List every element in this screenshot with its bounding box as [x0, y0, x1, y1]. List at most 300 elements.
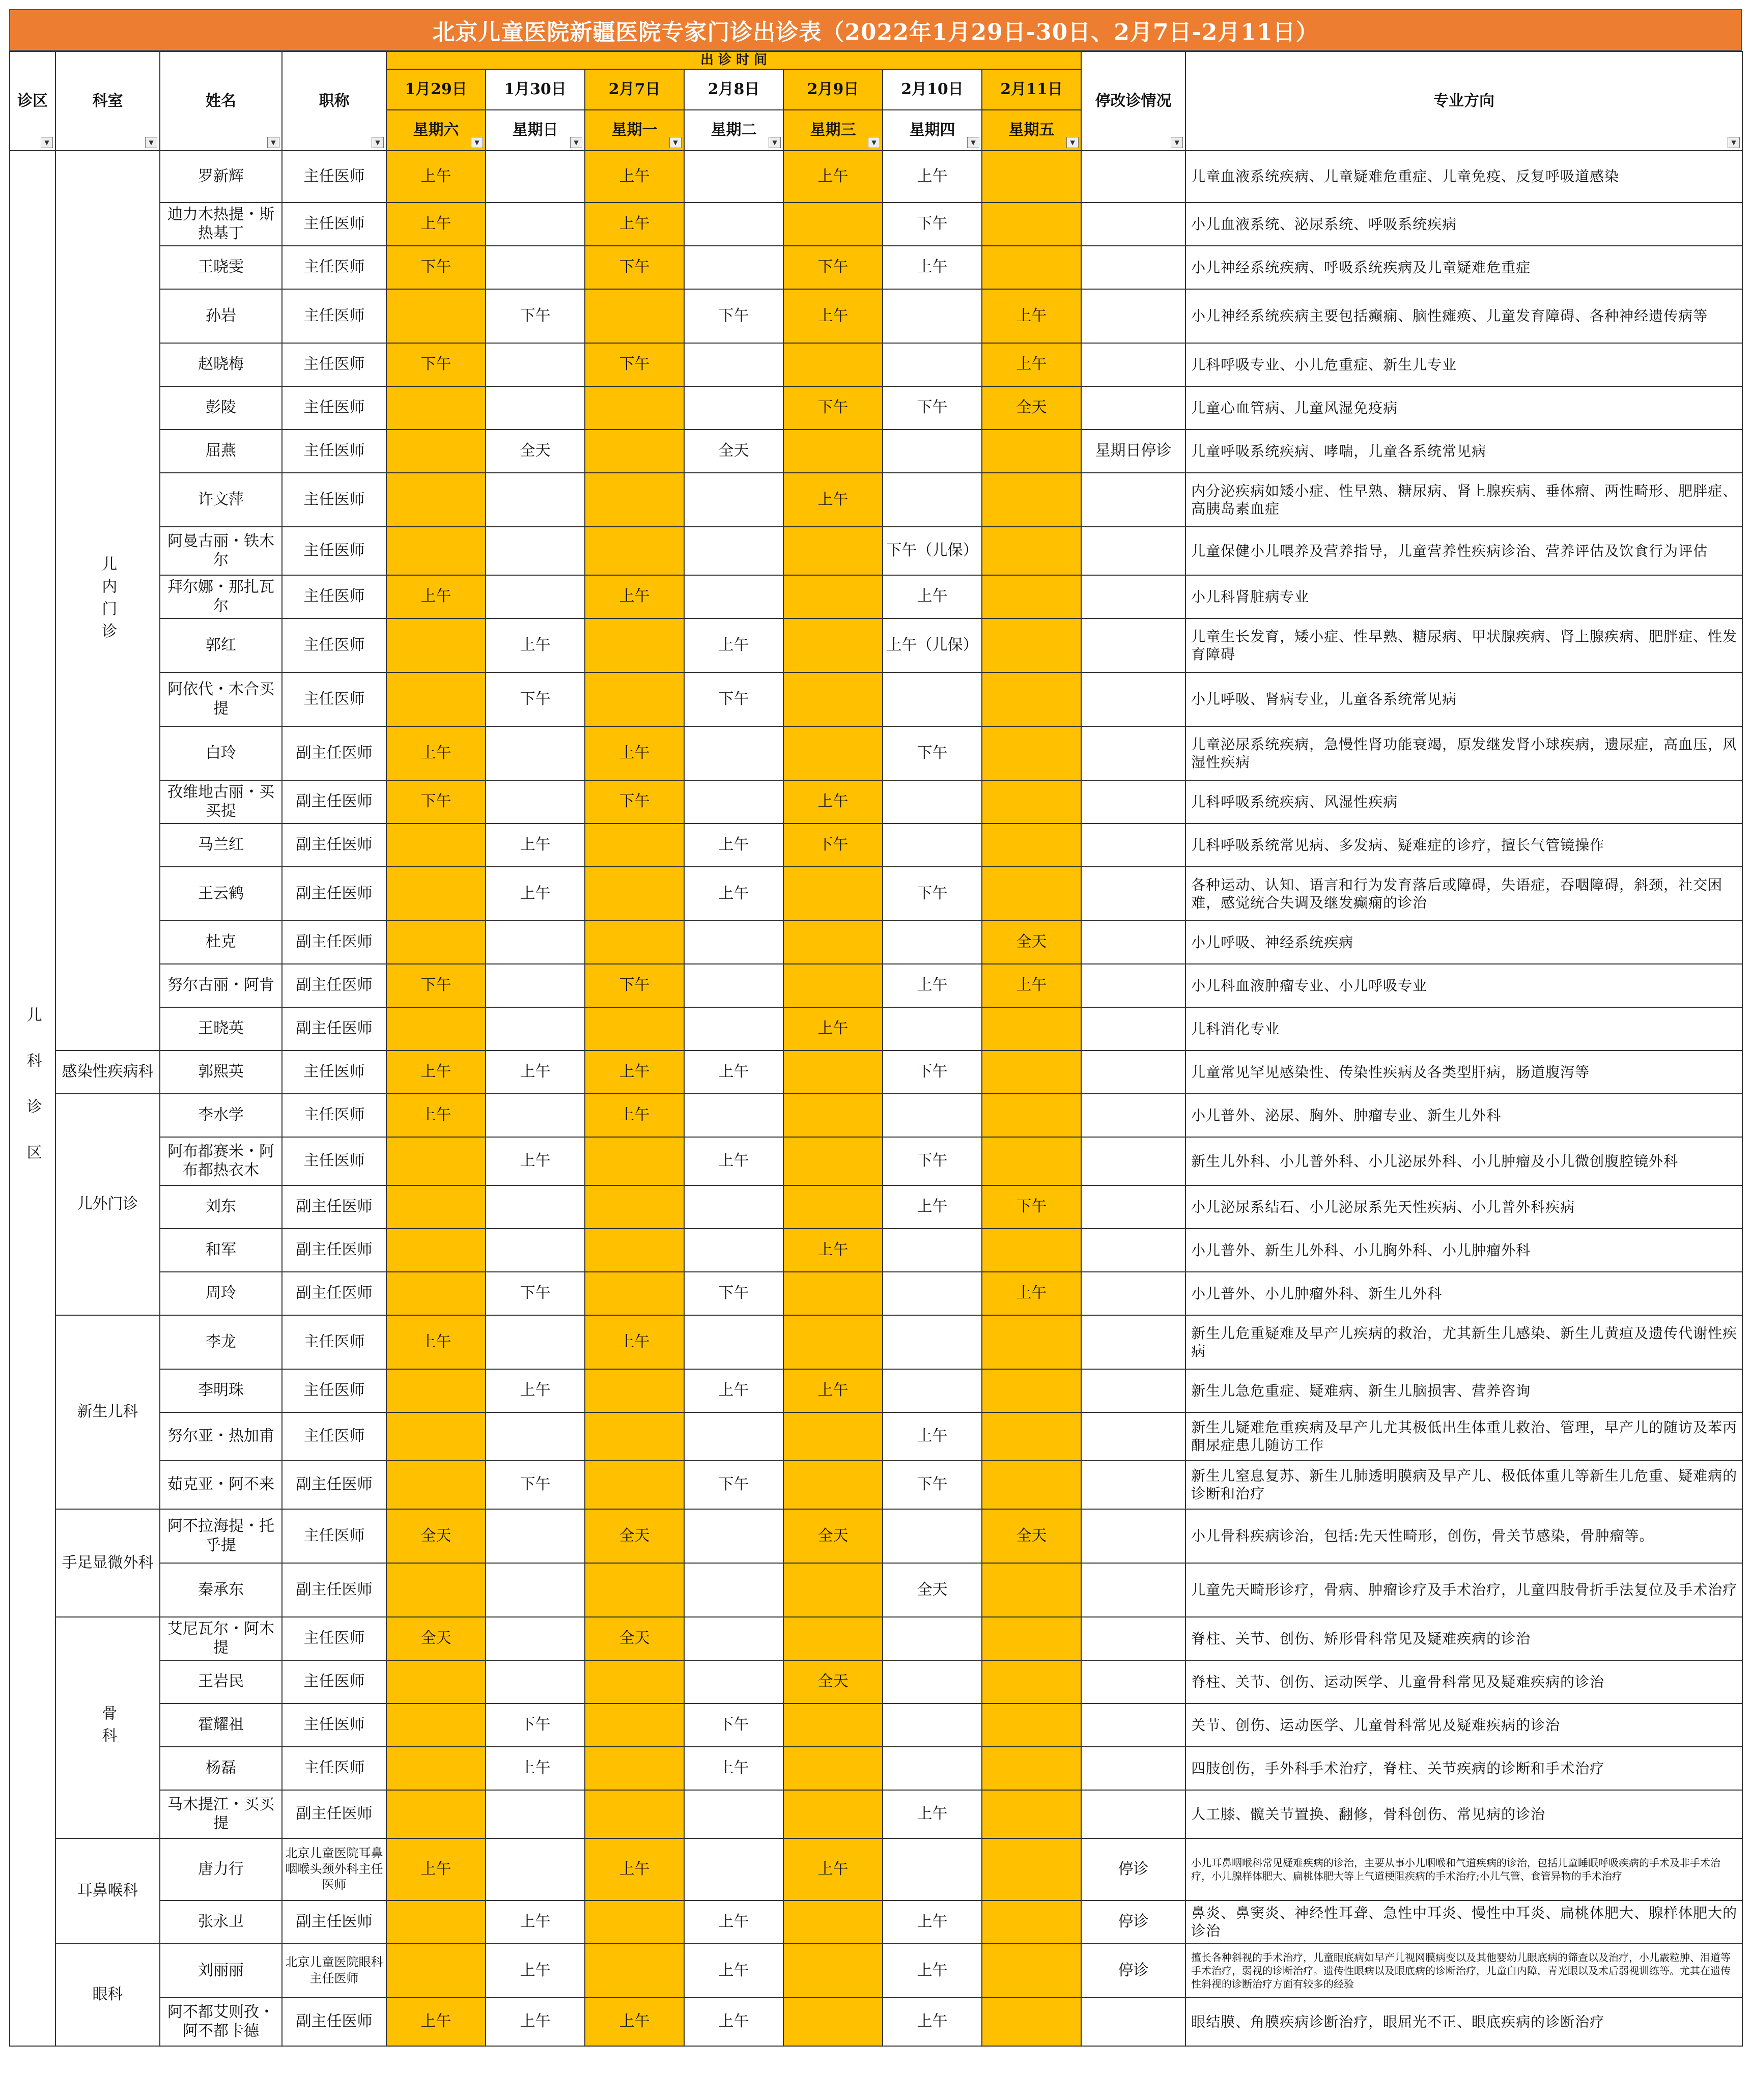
clinic-slot: [585, 867, 684, 921]
clinic-slot: [684, 1660, 783, 1704]
status-cell: [1081, 246, 1185, 289]
status-cell: [1081, 473, 1185, 527]
specialty-cell: 儿童先天畸形诊疗，骨病、肿瘤诊疗及手术治疗，儿童四肢骨折手法复位及手术治疗: [1185, 1563, 1742, 1617]
filter-dropdown-icon[interactable]: ▼: [669, 137, 682, 148]
specialty-cell: 儿科呼吸专业、小儿危重症、新生儿专业: [1185, 343, 1742, 386]
table-row: [10, 1412, 1742, 1461]
specialty-cell: 小儿血液系统、泌尿系统、呼吸系统疾病: [1185, 203, 1742, 246]
clinic-slot: [585, 921, 684, 964]
clinic-slot: 上午: [585, 151, 684, 203]
doctor-name: 艾尼瓦尔・阿木提: [160, 1617, 282, 1660]
clinic-slot: 全天: [386, 1617, 486, 1660]
clinic-slot: [883, 473, 982, 527]
doctor-title: 主任医师: [282, 1704, 386, 1747]
clinic-slot: 上午: [386, 151, 486, 203]
header-date: 2月11日: [982, 69, 1081, 110]
status-cell: [1081, 1315, 1185, 1369]
doctor-title: 主任医师: [282, 1412, 386, 1461]
clinic-slot: [982, 1790, 1081, 1838]
clinic-slot: 上午: [486, 1900, 585, 1944]
clinic-slot: [585, 1900, 684, 1944]
doctor-title: 副主任医师: [282, 1007, 386, 1051]
clinic-slot: [386, 1944, 486, 1998]
status-cell: [1081, 1272, 1185, 1315]
specialty-cell: 儿童泌尿系统疾病，急慢性肾功能衰竭，原发继发肾小球疾病，遗尿症，高血压，风湿性疾病: [1185, 726, 1742, 780]
status-cell: [1081, 921, 1185, 964]
status-cell: [1081, 1229, 1185, 1272]
doctor-title: 主任医师: [282, 473, 386, 527]
clinic-slot: [486, 203, 585, 246]
filter-dropdown-icon[interactable]: ▼: [471, 137, 483, 148]
header-weekday: 星期一 ▼: [585, 110, 684, 151]
clinic-slot: 上午: [585, 575, 684, 618]
specialty-cell: 小儿神经系统疾病、呼吸系统疾病及儿童疑难危重症: [1185, 246, 1742, 289]
clinic-slot: 全天: [684, 430, 783, 473]
table-row: [10, 1051, 1742, 1094]
table-row: [10, 386, 1742, 430]
table-row: [10, 618, 1742, 672]
table-row: [10, 473, 1742, 527]
doctor-title: 主任医师: [282, 1137, 386, 1185]
clinic-slot: 上午: [585, 1094, 684, 1137]
clinic-slot: [684, 343, 783, 386]
specialty-cell: 关节、创伤、运动医学、儿童骨科常见及疑难疾病的诊治: [1185, 1704, 1742, 1747]
specialty-cell: 新生儿急危重症、疑难病、新生儿脑损害、营养咨询: [1185, 1369, 1742, 1412]
doctor-name: 周玲: [160, 1272, 282, 1315]
filter-dropdown-icon[interactable]: ▼: [1728, 137, 1740, 148]
specialty-cell: 人工膝、髋关节置换、翻修，骨科创伤、常见病的诊治: [1185, 1790, 1742, 1838]
doctor-name: 张永卫: [160, 1900, 282, 1944]
specialty-cell: 脊柱、关节、创伤、运动医学、儿童骨科常见及疑难疾病的诊治: [1185, 1660, 1742, 1704]
table-row: [10, 1838, 1742, 1900]
clinic-slot: [783, 203, 883, 246]
table-row: [10, 575, 1742, 618]
doctor-name: 唐力行: [160, 1838, 282, 1900]
filter-dropdown-icon[interactable]: ▼: [769, 137, 781, 148]
specialty-cell: 新生儿窒息复苏、新生儿肺透明膜病及早产儿、极低体重儿等新生儿危重、疑难病的诊断和治疗: [1185, 1461, 1742, 1509]
clinic-slot: [486, 386, 585, 430]
clinic-slot: [585, 1790, 684, 1838]
clinic-slot: [684, 575, 783, 618]
clinic-slot: [783, 1704, 883, 1747]
status-cell: [1081, 1369, 1185, 1412]
clinic-slot: 全天: [982, 1509, 1081, 1563]
doctor-name: 王云鹤: [160, 867, 282, 921]
clinic-slot: 上午: [982, 1272, 1081, 1315]
clinic-slot: [783, 964, 883, 1007]
clinic-slot: 上午: [486, 1137, 585, 1185]
clinic-slot: [982, 1998, 1081, 2046]
clinic-slot: [684, 203, 783, 246]
clinic-slot: [585, 672, 684, 726]
clinic-slot: [585, 1229, 684, 1272]
filter-dropdown-icon[interactable]: ▼: [1171, 137, 1183, 148]
header-date: 1月29日: [386, 69, 486, 110]
clinic-slot: [486, 964, 585, 1007]
clinic-slot: 上午: [684, 1900, 783, 1944]
header-weekday: 星期六 ▼: [386, 110, 486, 151]
clinic-slot: [486, 1094, 585, 1137]
clinic-slot: [982, 473, 1081, 527]
clinic-slot: [386, 1369, 486, 1412]
clinic-slot: 上午: [386, 1315, 486, 1369]
clinic-slot: 下午: [883, 1051, 982, 1094]
clinic-slot: 上午: [783, 151, 883, 203]
clinic-slot: 上午: [783, 1369, 883, 1412]
doctor-title: 副主任医师: [282, 1272, 386, 1315]
clinic-slot: [585, 1461, 684, 1509]
doctor-name: 刘丽丽: [160, 1944, 282, 1998]
clinic-slot: [486, 1007, 585, 1051]
clinic-slot: [486, 1617, 585, 1660]
clinic-slot: [386, 1461, 486, 1509]
table-row: [10, 246, 1742, 289]
clinic-slot: 上午: [783, 1007, 883, 1051]
clinic-slot: 上午: [386, 1838, 486, 1900]
doctor-title: 副主任医师: [282, 1185, 386, 1229]
doctor-title: 主任医师: [282, 343, 386, 386]
doctor-title: 副主任医师: [282, 921, 386, 964]
clinic-slot: 上午: [684, 1051, 783, 1094]
doctor-name: 郭红: [160, 618, 282, 672]
table-row: [10, 726, 1742, 780]
status-cell: 停诊: [1081, 1900, 1185, 1944]
specialty-cell: 儿科呼吸系统疾病、风湿性疾病: [1185, 780, 1742, 824]
clinic-slot: [783, 1790, 883, 1838]
status-cell: [1081, 1998, 1185, 2046]
clinic-slot: 上午: [486, 1369, 585, 1412]
clinic-slot: [585, 1272, 684, 1315]
clinic-slot: [982, 1315, 1081, 1369]
status-cell: 星期日停诊: [1081, 430, 1185, 473]
clinic-slot: 上午: [883, 964, 982, 1007]
clinic-slot: 上午: [585, 1998, 684, 2046]
clinic-slot: [982, 1617, 1081, 1660]
doctor-name: 屈燕: [160, 430, 282, 473]
status-cell: 停诊: [1081, 1838, 1185, 1900]
doctor-name: 阿不都艾则孜・阿不都卡德: [160, 1998, 282, 2046]
specialty-cell: 小儿呼吸、肾病专业，儿童各系统常见病: [1185, 672, 1742, 726]
filter-dropdown-icon[interactable]: ▼: [41, 137, 53, 148]
header-date: 2月8日: [684, 69, 783, 110]
clinic-slot: [386, 1563, 486, 1617]
specialty-cell: 儿童血液系统疾病、儿童疑难危重症、儿童免疫、反复呼吸道感染: [1185, 151, 1742, 203]
clinic-slot: 上午: [783, 289, 883, 343]
clinic-slot: [982, 1461, 1081, 1509]
clinic-slot: [783, 618, 883, 672]
clinic-slot: [883, 672, 982, 726]
clinic-slot: [982, 1704, 1081, 1747]
filter-dropdown-icon[interactable]: ▼: [967, 137, 979, 148]
clinic-slot: [783, 575, 883, 618]
clinic-slot: [982, 618, 1081, 672]
status-cell: [1081, 964, 1185, 1007]
clinic-slot: [386, 1900, 486, 1944]
doctor-name: 马兰红: [160, 824, 282, 867]
doctor-name: 阿依代・木合买提: [160, 672, 282, 726]
clinic-slot: [982, 1660, 1081, 1704]
clinic-slot: [982, 726, 1081, 780]
clinic-slot: [486, 1660, 585, 1704]
clinic-slot: 下午（儿保）: [883, 527, 982, 575]
clinic-slot: [883, 1272, 982, 1315]
table-row: [10, 203, 1742, 246]
table-row: [10, 1563, 1742, 1617]
clinic-slot: [684, 964, 783, 1007]
doctor-title: 主任医师: [282, 151, 386, 203]
clinic-slot: [982, 1007, 1081, 1051]
clinic-slot: 上午: [585, 1315, 684, 1369]
clinic-slot: [883, 1617, 982, 1660]
clinic-slot: [883, 1229, 982, 1272]
doctor-name: 阿曼古丽・铁木尔: [160, 527, 282, 575]
clinic-slot: 下午: [386, 343, 486, 386]
clinic-slot: 上午: [883, 1412, 982, 1461]
clinic-slot: [783, 1315, 883, 1369]
table-row: [10, 867, 1742, 921]
clinic-slot: 全天: [386, 1509, 486, 1563]
specialty-cell: 小儿普外、泌尿、胸外、肿瘤专业、新生儿外科: [1185, 1094, 1742, 1137]
table-row: [10, 1272, 1742, 1315]
doctor-title: 副主任医师: [282, 1790, 386, 1838]
clinic-slot: [386, 289, 486, 343]
doctor-title: 副主任医师: [282, 1229, 386, 1272]
clinic-slot: 全天: [585, 1617, 684, 1660]
header-clinic-time: 出 诊 时 间: [386, 51, 1081, 69]
status-cell: [1081, 386, 1185, 430]
doctor-title: 主任医师: [282, 1660, 386, 1704]
status-cell: [1081, 1563, 1185, 1617]
table-row: [10, 1509, 1742, 1563]
header-weekday: 星期二 ▼: [684, 110, 783, 151]
clinic-slot: 上午: [684, 1998, 783, 2046]
clinic-slot: [883, 1660, 982, 1704]
header-zone: 诊区 ▼: [10, 51, 55, 151]
specialty-cell: 新生儿危重疑难及早产儿疾病的救治，尤其新生儿感染、新生儿黄疸及遗传代谢性疾病: [1185, 1315, 1742, 1369]
dept-cell: 手足显微外科: [55, 1509, 160, 1617]
clinic-slot: [783, 921, 883, 964]
doctor-title: 主任医师: [282, 672, 386, 726]
clinic-slot: 下午: [883, 1461, 982, 1509]
header-date: 2月9日: [783, 69, 883, 110]
doctor-title: 副主任医师: [282, 780, 386, 824]
filter-dropdown-icon[interactable]: ▼: [267, 137, 279, 148]
clinic-slot: [982, 246, 1081, 289]
clinic-slot: [684, 1838, 783, 1900]
clinic-slot: [883, 1369, 982, 1412]
status-cell: [1081, 575, 1185, 618]
clinic-slot: [783, 1747, 883, 1790]
clinic-slot: 上午: [883, 1944, 982, 1998]
clinic-slot: [982, 1094, 1081, 1137]
table-row: [10, 964, 1742, 1007]
clinic-slot: [982, 1412, 1081, 1461]
clinic-slot: 上午: [486, 1747, 585, 1790]
clinic-slot: [982, 672, 1081, 726]
clinic-slot: [883, 1704, 982, 1747]
table-row: [10, 151, 1742, 203]
clinic-slot: [486, 473, 585, 527]
specialty-cell: 四肢创伤，手外科手术治疗，脊柱、关节疾病的诊断和手术治疗: [1185, 1747, 1742, 1790]
table-row: [10, 1790, 1742, 1838]
specialty-cell: 小儿普外、小儿肿瘤外科、新生儿外科: [1185, 1272, 1742, 1315]
specialty-cell: 小儿科肾脏病专业: [1185, 575, 1742, 618]
header-title: 职称 ▼: [282, 51, 386, 151]
clinic-slot: [982, 1229, 1081, 1272]
clinic-slot: [883, 780, 982, 824]
header-specialty: 专业方向 ▼: [1185, 51, 1742, 151]
status-cell: 停诊: [1081, 1944, 1185, 1998]
clinic-slot: [486, 1790, 585, 1838]
status-cell: [1081, 618, 1185, 672]
clinic-slot: [386, 473, 486, 527]
doctor-title: 主任医师: [282, 527, 386, 575]
clinic-slot: [585, 430, 684, 473]
clinic-slot: 上午: [783, 473, 883, 527]
clinic-slot: [883, 289, 982, 343]
table-row: [10, 1461, 1742, 1509]
filter-dropdown-icon[interactable]: ▼: [145, 137, 157, 148]
clinic-slot: [982, 1900, 1081, 1944]
doctor-name: 王岩民: [160, 1660, 282, 1704]
clinic-slot: [486, 1563, 585, 1617]
specialty-cell: 小儿耳鼻咽喉科常见疑难疾病的诊治，主要从事小儿咽喉和气道疾病的诊治，包括儿童睡眠呼吸疾病的手术及非手术治疗，小儿腺样体肥大、扁桃体肥大等上气道梗阻疾病的手术治疗;小儿气管、食管异物的手术治疗: [1185, 1838, 1742, 1900]
table-row: [10, 672, 1742, 726]
clinic-slot: [982, 430, 1081, 473]
clinic-slot: [386, 1229, 486, 1272]
clinic-slot: 上午: [982, 343, 1081, 386]
status-cell: [1081, 1617, 1185, 1660]
status-cell: [1081, 824, 1185, 867]
table-row: [10, 1185, 1742, 1229]
specialty-cell: 新生儿外科、小儿普外科、小儿泌尿外科、小儿肿瘤及小儿微创腹腔镜外科: [1185, 1137, 1742, 1185]
clinic-slot: 上午: [585, 1838, 684, 1900]
clinic-slot: 下午: [684, 672, 783, 726]
filter-dropdown-icon[interactable]: ▼: [570, 137, 582, 148]
clinic-slot: [982, 1838, 1081, 1900]
header-date: 2月7日: [585, 69, 684, 110]
clinic-slot: 上午: [883, 575, 982, 618]
clinic-slot: [386, 921, 486, 964]
filter-dropdown-icon[interactable]: ▼: [868, 137, 880, 148]
clinic-slot: [386, 1660, 486, 1704]
doctor-name: 努尔亚・热加甫: [160, 1412, 282, 1461]
clinic-slot: [783, 1944, 883, 1998]
specialty-cell: 眼结膜、角膜疾病诊断治疗，眼屈光不正、眼底疾病的诊断治疗: [1185, 1998, 1742, 2046]
clinic-slot: [486, 921, 585, 964]
header-date: 1月30日: [486, 69, 585, 110]
clinic-slot: [783, 672, 883, 726]
specialty-cell: 小儿普外、新生儿外科、小儿胸外科、小儿肿瘤外科: [1185, 1229, 1742, 1272]
filter-dropdown-icon[interactable]: ▼: [372, 137, 384, 148]
doctor-title: 副主任医师: [282, 1563, 386, 1617]
clinic-slot: [386, 1137, 486, 1185]
clinic-slot: [386, 1747, 486, 1790]
table-row: [10, 1137, 1742, 1185]
header-status: 停改诊情况 ▼: [1081, 51, 1185, 151]
filter-dropdown-icon[interactable]: ▼: [1066, 137, 1079, 148]
clinic-slot: 下午: [585, 246, 684, 289]
table-row: [10, 289, 1742, 343]
table-row: [10, 1229, 1742, 1272]
clinic-slot: [982, 1563, 1081, 1617]
clinic-slot: [783, 867, 883, 921]
clinic-slot: [783, 430, 883, 473]
clinic-slot: 上午: [585, 1051, 684, 1094]
doctor-title: 副主任医师: [282, 1900, 386, 1944]
status-cell: [1081, 780, 1185, 824]
specialty-cell: 内分泌疾病如矮小症、性早熟、糖尿病、肾上腺疾病、垂体瘤、两性畸形、肥胖症、高胰岛素血症: [1185, 473, 1742, 527]
doctor-title: 主任医师: [282, 575, 386, 618]
table-row: [10, 1617, 1742, 1660]
clinic-slot: 上午: [883, 246, 982, 289]
clinic-slot: 上午: [585, 726, 684, 780]
clinic-slot: [883, 1838, 982, 1900]
doctor-title: 北京儿童医院眼科主任医师: [282, 1944, 386, 1998]
clinic-slot: 上午: [684, 824, 783, 867]
specialty-cell: 小儿泌尿系结石、小儿泌尿系先天性疾病、小儿普外科疾病: [1185, 1185, 1742, 1229]
clinic-slot: [585, 1369, 684, 1412]
clinic-slot: [486, 575, 585, 618]
clinic-slot: [585, 1747, 684, 1790]
clinic-slot: [883, 921, 982, 964]
clinic-slot: 上午: [684, 1137, 783, 1185]
doctor-title: 副主任医师: [282, 726, 386, 780]
status-cell: [1081, 1509, 1185, 1563]
clinic-slot: 上午: [883, 1900, 982, 1944]
clinic-slot: 全天: [783, 1660, 883, 1704]
status-cell: [1081, 1185, 1185, 1229]
doctor-title: 副主任医师: [282, 1461, 386, 1509]
doctor-name: 孙岩: [160, 289, 282, 343]
clinic-slot: [486, 1838, 585, 1900]
clinic-slot: 上午: [684, 1369, 783, 1412]
clinic-slot: [883, 824, 982, 867]
dept-cell: 骨科: [55, 1617, 160, 1838]
clinic-slot: [585, 618, 684, 672]
clinic-slot: [486, 1412, 585, 1461]
clinic-slot: 下午: [585, 343, 684, 386]
clinic-slot: [386, 1704, 486, 1747]
dept-cell: 眼科: [55, 1944, 160, 2046]
zone-cell: 儿科诊区: [10, 151, 55, 2046]
clinic-slot: 上午: [783, 780, 883, 824]
clinic-slot: [486, 343, 585, 386]
doctor-name: 阿布都赛米・阿布都热衣木: [160, 1137, 282, 1185]
clinic-slot: [585, 386, 684, 430]
status-cell: [1081, 203, 1185, 246]
doctor-title: 主任医师: [282, 1094, 386, 1137]
status-cell: [1081, 151, 1185, 203]
clinic-slot: [585, 1944, 684, 1998]
clinic-slot: [585, 1007, 684, 1051]
specialty-cell: 小儿神经系统疾病主要包括癫痫、脑性瘫痪、儿童发育障碍、各种神经遗传病等: [1185, 289, 1742, 343]
clinic-slot: [684, 1412, 783, 1461]
table-row: [10, 1660, 1742, 1704]
clinic-slot: [982, 780, 1081, 824]
doctor-name: 杜克: [160, 921, 282, 964]
clinic-slot: [684, 527, 783, 575]
clinic-slot: [783, 527, 883, 575]
status-cell: [1081, 1412, 1185, 1461]
clinic-slot: [684, 726, 783, 780]
clinic-slot: [883, 1747, 982, 1790]
clinic-slot: 上午（儿保）: [883, 618, 982, 672]
clinic-slot: [684, 473, 783, 527]
clinic-slot: [783, 1051, 883, 1094]
clinic-slot: 下午: [982, 1185, 1081, 1229]
status-cell: [1081, 1137, 1185, 1185]
